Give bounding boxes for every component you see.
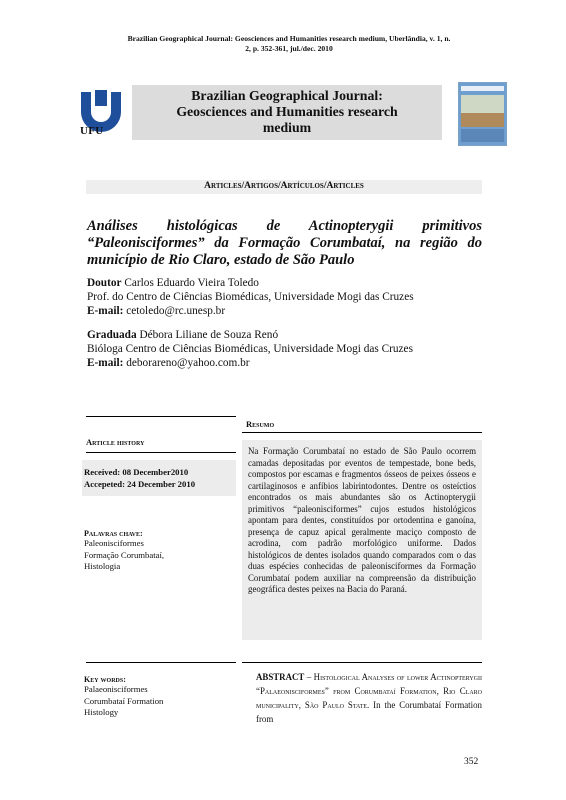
divider	[242, 432, 482, 433]
abstract-body: In the Corumbataí Formation from	[256, 700, 482, 724]
article-history-heading: Article history	[86, 437, 145, 447]
journal-title-line-1: Brazilian Geographical Journal:	[191, 88, 383, 103]
journal-title-line-2: Geosciences and Humanities research	[176, 104, 398, 119]
accepted-date: Accepeted: 24 December 2010	[84, 478, 196, 489]
keywords-en-list	[84, 684, 163, 719]
received-date: Received: 08 December2010	[84, 467, 189, 477]
journal-title	[132, 88, 442, 136]
keywords-en-heading: Key words:	[84, 675, 126, 684]
author-block-2	[87, 328, 482, 370]
abstract-title: Histological Analyses of lower Actinopterygii “Palaeonisciformes” from Corumbataí Formation, Rio Claro municipality, São Paulo State.	[256, 672, 482, 710]
email-label: E-mail:	[87, 305, 124, 317]
keyword: Histology	[84, 707, 119, 717]
journal-title-box	[132, 85, 442, 140]
author-affiliation: Prof. do Centro de Ciências Biomédicas, Universidade Mogi das Cruzes	[87, 291, 414, 303]
divider	[242, 662, 482, 663]
resumo-text: Na Formação Corumbataí no estado de São Paulo ocorrem camadas depositadas por eventos de tempestade, bone beds, compostos por escamas e fragmentos ósseos de peixes ósseos e cartilaginosos e anfíbios labirintodontes. Dentre os osteíctios encontrados os mais abundantes são os Actinopterygii primitivos “paleonisciformes” cujos estudos histológicos apontam para dentes, constituídos por ortodentina e ganoína, presença de capuz apical geralmente maciço composto de acrodina, com padrão morfológico uniforme. Dados histológicos de dentes isolados quando comparados com o das duas espécies conhecidas de paleonisciformes da Formação Corumbataí podem auxiliar na compreensão da distribuição geográfica destes peixes na Bacia do Paraná.	[248, 446, 476, 594]
section-label: Articles/Artigos/Artículos/Articles	[204, 181, 364, 191]
author-degree: Graduada	[87, 329, 137, 341]
resumo-heading: Resumo	[246, 419, 275, 429]
journal-title-line-3: medium	[262, 120, 312, 135]
abstract-dash: –	[304, 672, 314, 682]
divider	[86, 452, 236, 453]
author-email: cetoledo@rc.unesp.br	[126, 305, 226, 317]
author-name: Débora Liliane de Souza Renó	[139, 329, 279, 341]
keyword: Paleonisciformes	[84, 538, 144, 548]
journal-cover-thumbnail	[458, 82, 507, 146]
email-label: E-mail:	[87, 357, 124, 369]
journal-ref-line-1: Brazilian Geographical Journal: Geosciences and Humanities research medium, Uberlândia, v. 1, n.	[127, 34, 451, 43]
abstract-label: ABSTRACT	[256, 672, 305, 682]
keyword: Palaeonisciformes	[84, 684, 148, 694]
author-block-1	[87, 276, 482, 318]
keyword: Histologia	[84, 561, 121, 571]
logo-text: UFU	[80, 125, 104, 137]
page-number: 352	[464, 757, 479, 767]
keywords-pt-heading: Palavras chave:	[84, 529, 143, 538]
author-degree: Doutor	[87, 277, 122, 289]
divider	[86, 416, 236, 417]
keyword: Formação Corumbataí,	[84, 549, 165, 560]
author-email: deborareno@yahoo.com.br	[126, 357, 250, 369]
keywords-pt-list	[84, 538, 164, 573]
keyword: Corumbataí Formation	[84, 695, 164, 706]
author-affiliation: Bióloga Centro de Ciências Biomédicas, Universidade Mogi das Cruzes	[87, 343, 413, 355]
history-dates	[84, 467, 195, 490]
journal-reference	[80, 34, 498, 54]
author-name: Carlos Eduardo Vieira Toledo	[124, 277, 259, 289]
divider	[86, 662, 236, 663]
journal-ref-line-2: 2, p. 352-361, jul./dec. 2010	[245, 44, 333, 53]
abstract-text	[256, 670, 482, 726]
article-title: Análises histológicas de Actinopterygii primitivos “Paleonisciformes” da Formação Corumbataí, na região do município de Rio Claro, estado de São Paulo	[87, 218, 482, 268]
